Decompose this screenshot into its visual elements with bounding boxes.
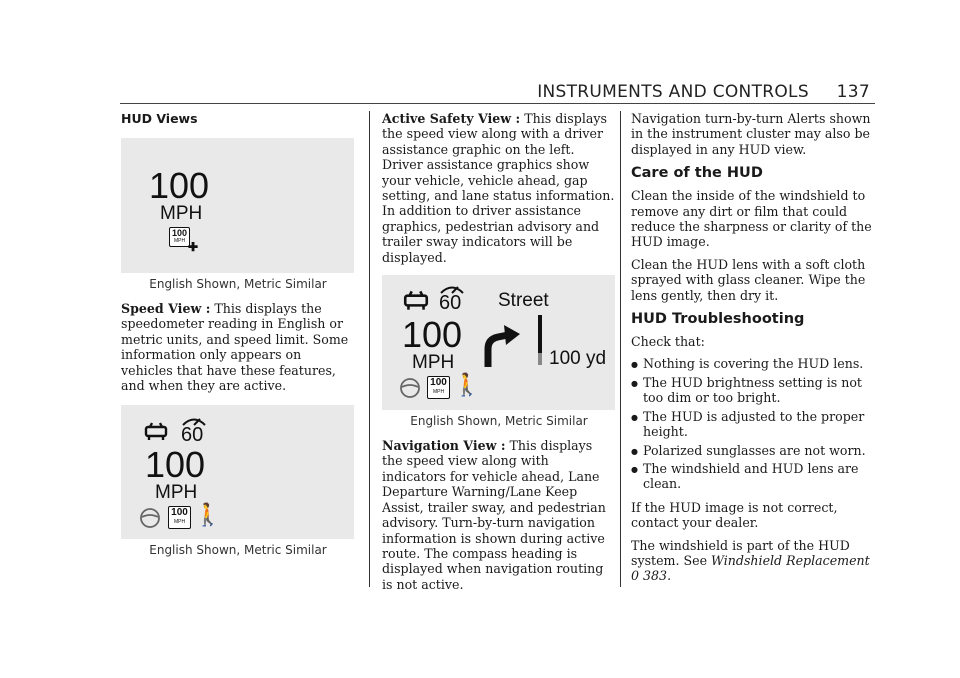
speed-unit: MPH (160, 203, 203, 224)
active-safety-figure (382, 275, 615, 410)
list-item: ● The HUD brightness setting is not too dim or too bright. (631, 375, 875, 406)
page-number: 137 (836, 82, 870, 102)
hud-views-heading: HUD Views (121, 111, 198, 126)
navigation-view-paragraph (382, 438, 616, 592)
column-3 (631, 111, 875, 591)
figure-caption: English Shown, Metric Similar (410, 414, 588, 429)
speed-view-paragraph (121, 301, 355, 393)
care-paragraph-1: Clean the inside of the windshield to remove any dirt or film that could reduce the sharpness or clarity of the HUD image. (631, 188, 872, 250)
list-item: ● The windshield and HUD lens are clean. (631, 461, 875, 492)
troubleshooting-heading: HUD Troubleshooting (631, 311, 805, 328)
sign-value: 100 (171, 228, 188, 238)
vehicle-ahead-icon (143, 421, 169, 441)
sign-unit: MPH (432, 389, 445, 396)
figure-caption: English Shown, Metric Similar (149, 277, 327, 291)
speed-view-term: Speed View : (121, 301, 211, 316)
sign-value: 100 (171, 507, 188, 519)
speed-limit-sign-icon (427, 376, 450, 399)
speed-unit: MPH (155, 482, 198, 504)
windshield-text: The windshield is part of the HUD system. See (631, 537, 850, 568)
header-section-title: INSTRUMENTS AND CONTROLS (537, 82, 809, 102)
column-divider (620, 111, 621, 587)
figure-caption: English Shown, Metric Similar (149, 543, 327, 558)
speed-value: 100 (149, 165, 210, 206)
column-divider (369, 111, 370, 587)
page-ref-icon: 0 (631, 568, 640, 584)
navigation-view-text: This displays the speed view along with indicators for vehicle ahead, Lane Departure Warning/Lane Keep Assist, trailer sway, and pedestrian advisory. Turn-by-turn navigation information is shown during active route. The compass heading is displayed when navigation routing is not active. (382, 438, 606, 592)
lane-keep-assist-icon (399, 377, 421, 399)
speed-unit: MPH (412, 352, 455, 374)
turn-distance: 100 yd (549, 348, 607, 370)
care-paragraph-2: Clean the HUD lens with a soft cloth sprayed with glass cleaner. Wipe the lens gently, then dry it. (631, 256, 866, 303)
list-item: ● Polarized sunglasses are not worn. (631, 443, 875, 458)
speed-limit-sign-icon (169, 227, 190, 247)
speed-value: 100 (402, 314, 463, 356)
distance-bar-remaining (538, 353, 542, 365)
set-speed-value: 60 (181, 424, 204, 447)
list-item: ● The HUD is adjusted to the proper height. (631, 409, 875, 440)
speed-view-figure-2 (121, 405, 354, 539)
check-list (631, 356, 875, 491)
speed-view-figure (121, 138, 354, 273)
sign-unit: MPH (173, 519, 186, 526)
vehicle-ahead-icon (402, 289, 430, 311)
header-rule (120, 103, 875, 104)
navigation-view-term: Navigation View : (382, 438, 506, 454)
windshield-paragraph: The windshield is part of the HUD system. See Windshield Replacement 0 383. (631, 537, 870, 584)
plus-icon: ✚ (188, 240, 199, 254)
nav-alerts-paragraph: Navigation turn-by-turn Alerts shown in the instrument cluster may also be displayed in any HUD view. (631, 111, 871, 157)
set-speed-value: 60 (439, 292, 462, 315)
speed-limit-sign-icon (168, 506, 191, 529)
page-ref-number[interactable]: 383 (643, 568, 668, 584)
column-1 (121, 111, 355, 567)
sign-value: 100 (430, 377, 447, 389)
incorrect-image-paragraph: If the HUD image is not correct, contact your dealer. (631, 499, 838, 531)
street-name: Street (498, 290, 549, 312)
sign-unit: MPH (173, 238, 186, 244)
windshield-replacement-link[interactable]: Windshield Replacement (711, 552, 870, 568)
active-safety-text: This displays the speed view along with a driver assistance graphic on the left. Driver assistance graphics show your vehicle, vehicle ahead, gap setting, and lane status information. In addition to driver assistance graphics, pedestrian advisory and trailer sway indicators will be displayed. (382, 111, 615, 265)
column-2 (382, 111, 616, 599)
active-safety-paragraph (382, 111, 616, 265)
turn-right-arrow-icon (482, 321, 522, 369)
speed-value: 100 (145, 444, 206, 486)
pedestrian-icon: 🚶 (453, 372, 481, 398)
pedestrian-icon: 🚶 (194, 502, 222, 528)
care-heading: Care of the HUD (631, 165, 763, 182)
active-safety-term: Active Safety View : (382, 111, 521, 126)
check-that-label: Check that: (631, 334, 705, 350)
list-item: ● Nothing is covering the HUD lens. (631, 356, 875, 371)
lane-keep-assist-icon (139, 507, 161, 529)
speed-view-text: This displays the speedometer reading in English or metric units, and speed limit. Some information only appears on vehicles that have these features, and when they are active. (121, 301, 349, 394)
